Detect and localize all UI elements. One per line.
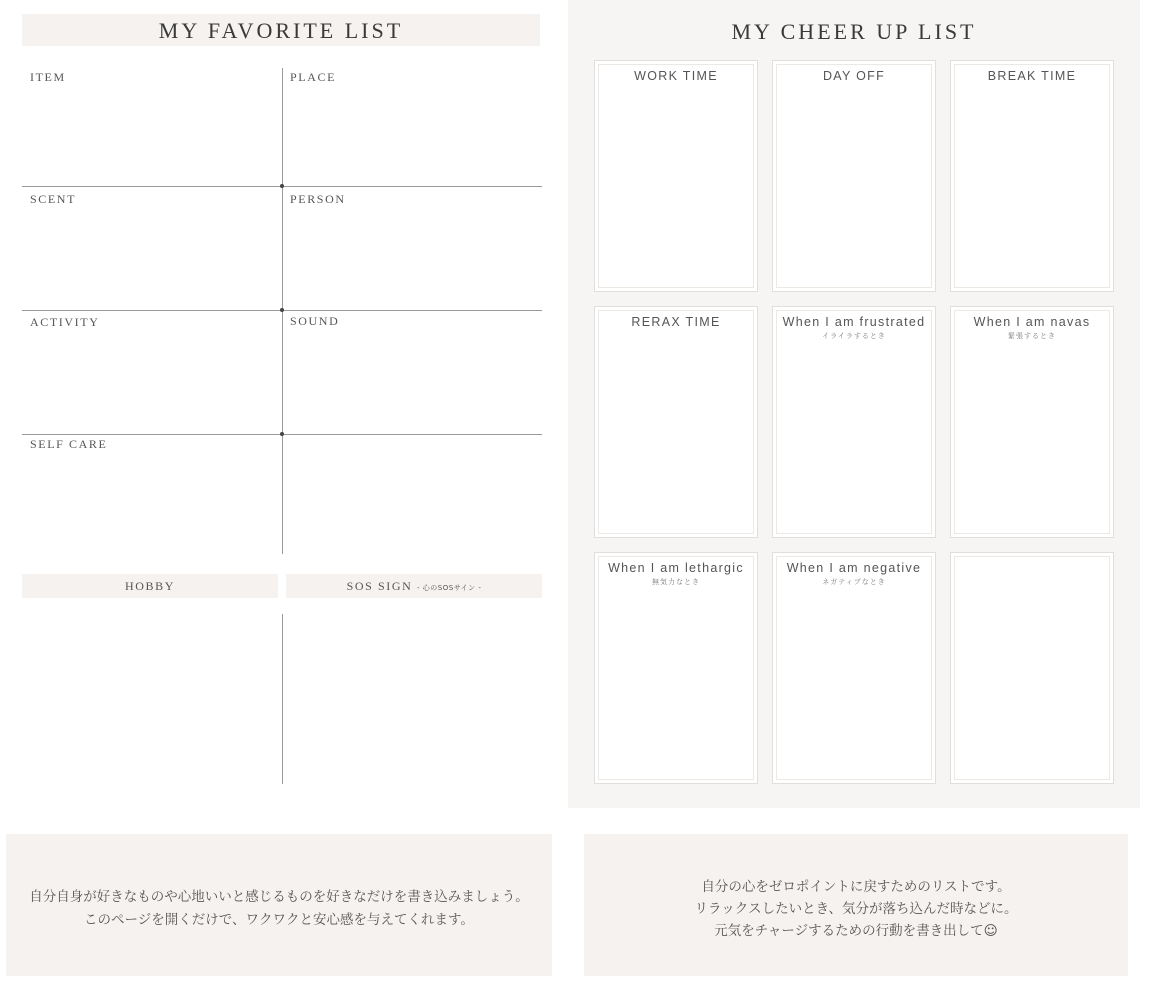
cheer-card-lethargic	[594, 552, 758, 784]
section-label-person: PERSON	[290, 192, 346, 206]
section-label-self-care: SELF CARE	[30, 437, 108, 451]
row-divider-dot	[280, 184, 284, 188]
card-title: DAY OFF	[822, 69, 886, 83]
card-title: RERAX TIME	[631, 315, 721, 329]
hobby-sos-divider	[282, 614, 283, 784]
hobby-header-label: HOBBY	[124, 579, 175, 593]
section-label-scent: SCENT	[30, 192, 77, 206]
row-divider-dot	[280, 432, 284, 436]
cheer-card-break-time	[950, 60, 1114, 292]
section-label-place: PLACE	[290, 70, 337, 84]
card-title: WORK TIME	[634, 69, 718, 83]
sos-sign-sublabel: - 心のSOSサイン -	[417, 584, 482, 592]
cheer-card-frustrated	[772, 306, 936, 538]
cheer-card-negative	[772, 552, 936, 784]
card-title: When I am lethargic	[608, 561, 744, 575]
section-label-sound: SOUND	[290, 314, 340, 328]
cheer-caption-line-2: リラックスしたいとき、気分が落ち込んだ時などに。	[694, 901, 1018, 917]
card-title: When I am frustrated	[782, 315, 926, 329]
cheer-caption-line-3: 元気をチャージするための行動を書き出して☺	[714, 923, 998, 939]
section-label-activity: ACTIVITY	[30, 315, 100, 329]
card-title: BREAK TIME	[987, 69, 1077, 83]
card-subtitle: イライラするとき	[822, 333, 886, 340]
cheer-card-navas	[950, 306, 1114, 538]
cheer-caption-line-1: 自分の心をゼロポイントに戻すためのリストです。	[701, 879, 1011, 895]
favorite-list-title: MY FAVORITE LIST	[158, 18, 404, 43]
cheer-card-blank	[950, 552, 1114, 784]
card-title: When I am negative	[786, 561, 922, 575]
section-label-item: ITEM	[30, 70, 66, 84]
sos-sign-header	[286, 574, 542, 598]
card-subtitle: 無気力なとき	[652, 579, 700, 586]
favorite-list-caption-box	[6, 834, 552, 976]
row-divider-dot	[280, 308, 284, 312]
card-subtitle: 緊張するとき	[1008, 333, 1056, 340]
card-subtitle: ネガティブなとき	[822, 579, 886, 586]
favorite-caption-line-1: 自分自身が好きなものや心地いいと感じるものを好きなだけを書き込みましょう。	[29, 889, 529, 905]
favorite-caption-line-2: このページを開くだけで、ワクワクと安心感を与えてくれます。	[84, 912, 474, 928]
cheer-card-relax-time	[594, 306, 758, 538]
cheer-up-list-title: MY CHEER UP LIST	[731, 19, 977, 44]
cheer-card-day-off	[772, 60, 936, 292]
sos-sign-label: SOS SIGN	[346, 579, 413, 593]
cheer-card-work-time	[594, 60, 758, 292]
card-title: When I am navas	[973, 315, 1091, 329]
